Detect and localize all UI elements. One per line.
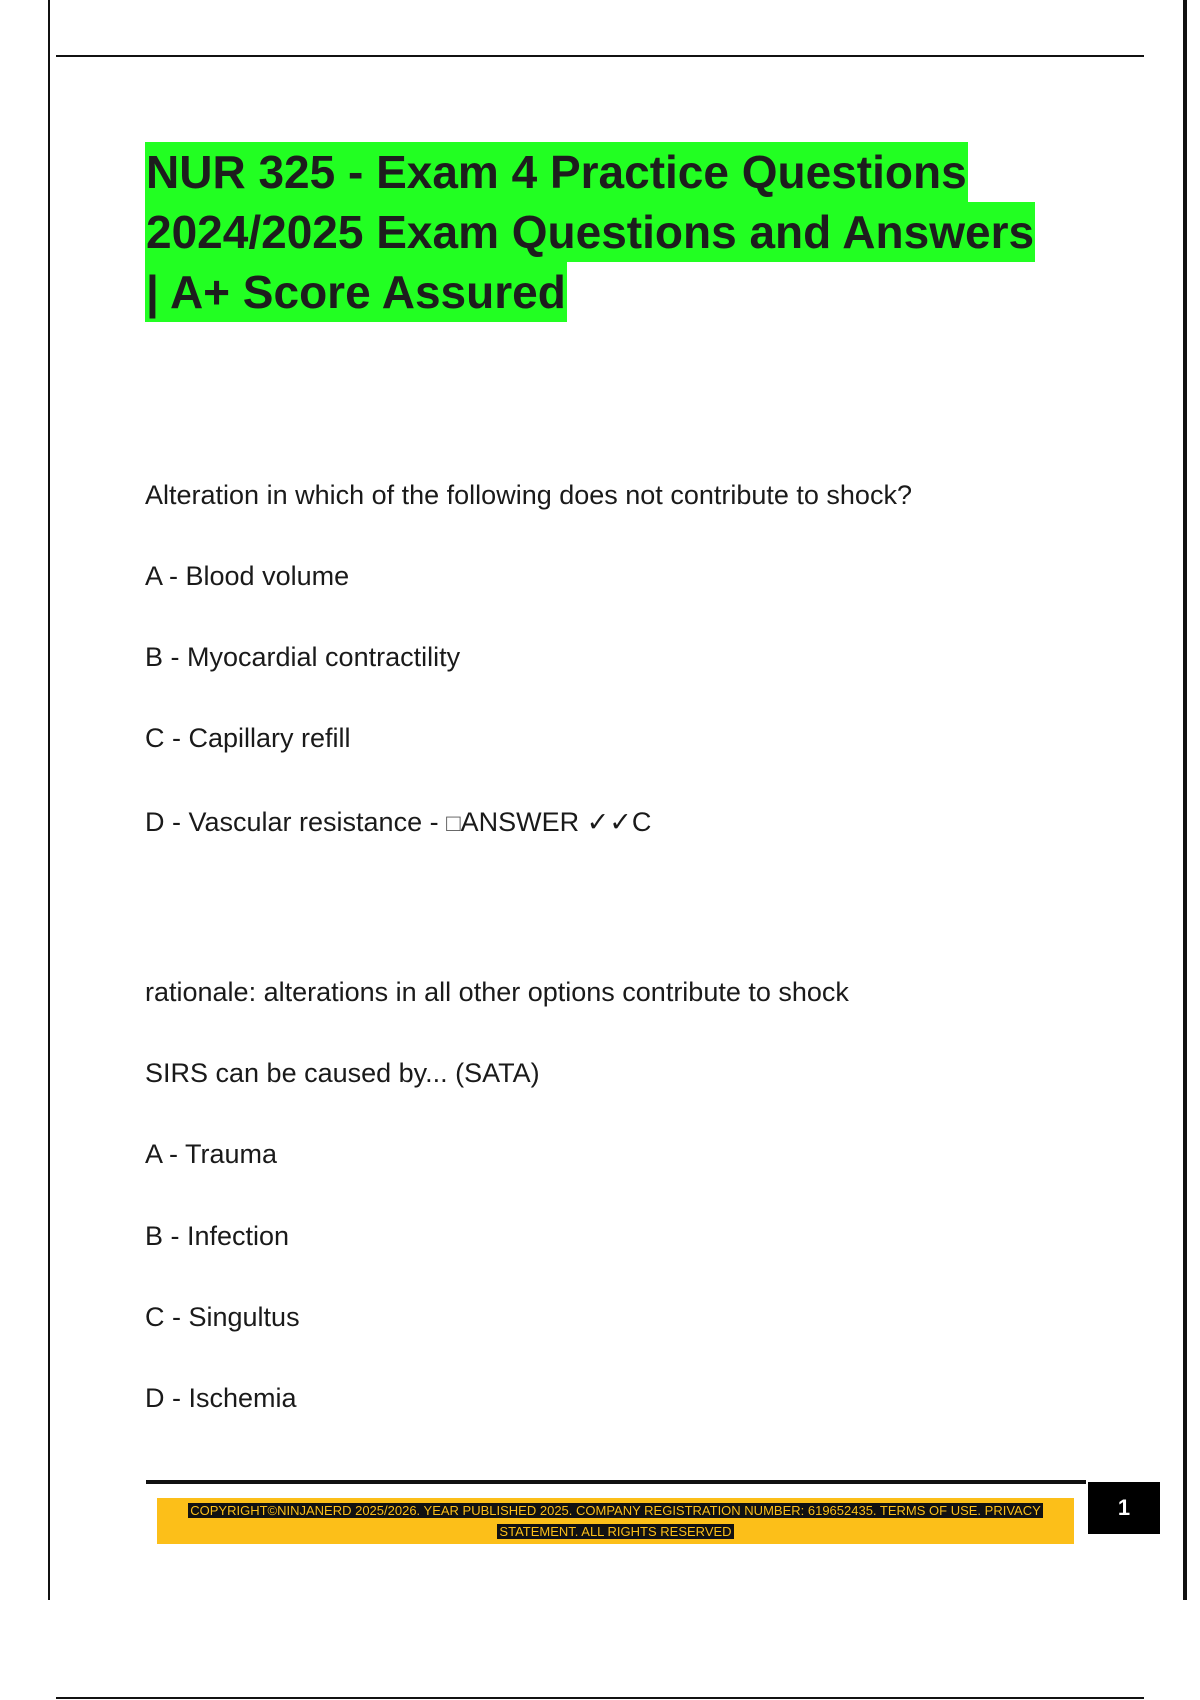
question-1-answer: ANSWER ✓✓C (460, 807, 652, 837)
question-1-option-d (145, 805, 651, 841)
title-line-2: 2024/2025 Exam Questions and Answers (145, 202, 1035, 262)
title-line-3: | A+ Score Assured (145, 262, 567, 322)
page-border-right (1183, 0, 1187, 1600)
page-border-left (48, 0, 50, 1600)
footer-copyright (157, 1500, 1074, 1542)
page-number: 1 (1088, 1482, 1160, 1534)
title-line-1: NUR 325 - Exam 4 Practice Questions (145, 142, 968, 202)
question-2-option-d: D - Ischemia (145, 1383, 297, 1413)
question-2-option-a: A - Trauma (145, 1139, 278, 1169)
question-1-option-d-text: D - Vascular resistance - (145, 807, 447, 837)
question-2-stem: SIRS can be caused by... (SATA) (145, 1058, 540, 1088)
question-2-option-c: C - Singultus (145, 1302, 300, 1332)
footer-copyright-text: COPYRIGHT©NINJANERD 2025/2026. YEAR PUBLISHED 2025. COMPANY REGISTRATION NUMBER: 619652435. TERMS OF USE. PRIVACY STATEMENT. ALL RIGHTS RESERVED (190, 1503, 1041, 1539)
header-rule (56, 55, 1144, 57)
question-1-rationale: rationale: alterations in all other options contribute to shock (145, 977, 849, 1007)
bottom-rule (56, 1697, 1144, 1699)
question-2-option-b: B - Infection (145, 1221, 290, 1251)
footer-rule (146, 1480, 1086, 1484)
question-1-option-a: A - Blood volume (145, 561, 350, 591)
question-1-option-b: B - Myocardial contractility (145, 642, 461, 672)
document-title (145, 142, 1105, 322)
question-1-option-c: C - Capillary refill (145, 723, 351, 753)
answer-box-icon: □ (446, 810, 461, 837)
question-1-stem: Alteration in which of the following does not contribute to shock? (145, 480, 912, 510)
